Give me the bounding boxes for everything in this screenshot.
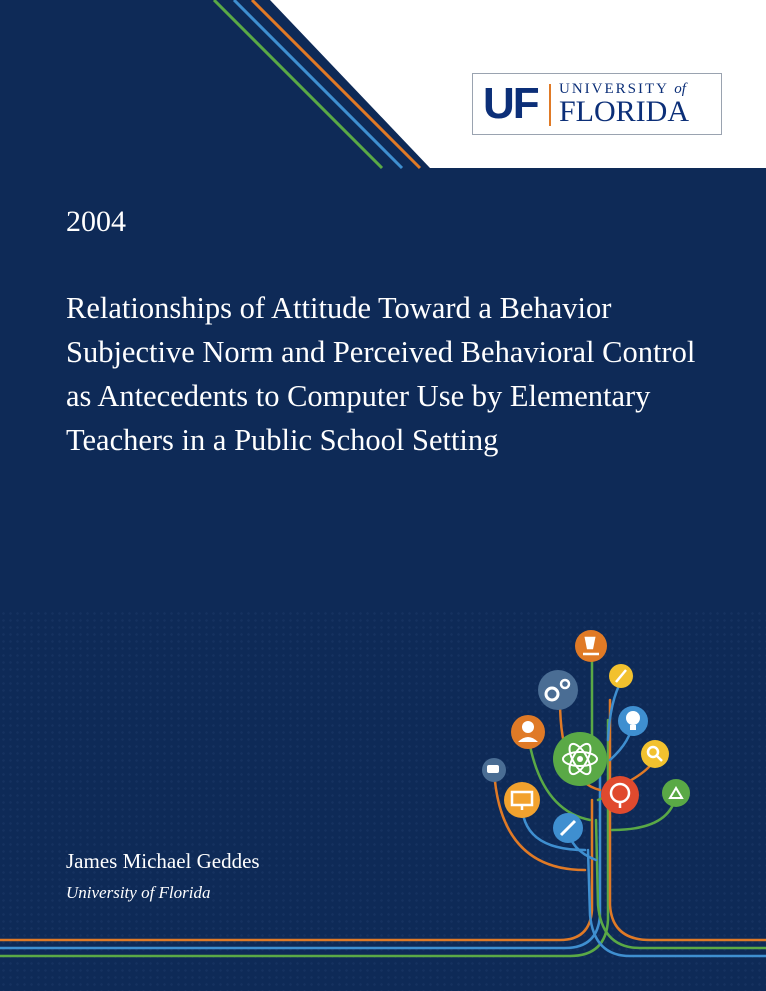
chat-icon xyxy=(482,758,506,782)
publication-year: 2004 xyxy=(66,205,126,238)
magnifier-icon xyxy=(641,740,669,768)
flask-icon xyxy=(609,664,633,688)
monitor-icon xyxy=(504,782,540,818)
person-icon xyxy=(511,715,545,749)
logo-florida-text: FLORIDA xyxy=(559,95,690,128)
pencil-icon xyxy=(553,813,583,843)
atom-icon xyxy=(553,732,607,786)
gears-icon xyxy=(538,670,578,710)
globe-icon xyxy=(601,776,639,814)
knowledge-tree-illustration xyxy=(0,600,766,991)
university-logo xyxy=(472,73,722,135)
logo-university-text: UNIVERSITY of xyxy=(559,81,686,97)
recycle-icon xyxy=(662,779,690,807)
microscope-icon xyxy=(575,630,607,662)
logo-divider xyxy=(549,84,551,126)
lightbulb-icon xyxy=(618,706,648,736)
institution-name: University of Florida xyxy=(66,883,211,902)
author-name: James Michael Geddes xyxy=(66,849,260,873)
logo-uf-mark: UF xyxy=(483,79,538,128)
book-title: Relationships of Attitude Toward a Behavior Subjective Norm and Perceived Behavioral Control as Antecedents to Computer Use by Elementary Teachers in a Public School Setting xyxy=(66,291,696,457)
